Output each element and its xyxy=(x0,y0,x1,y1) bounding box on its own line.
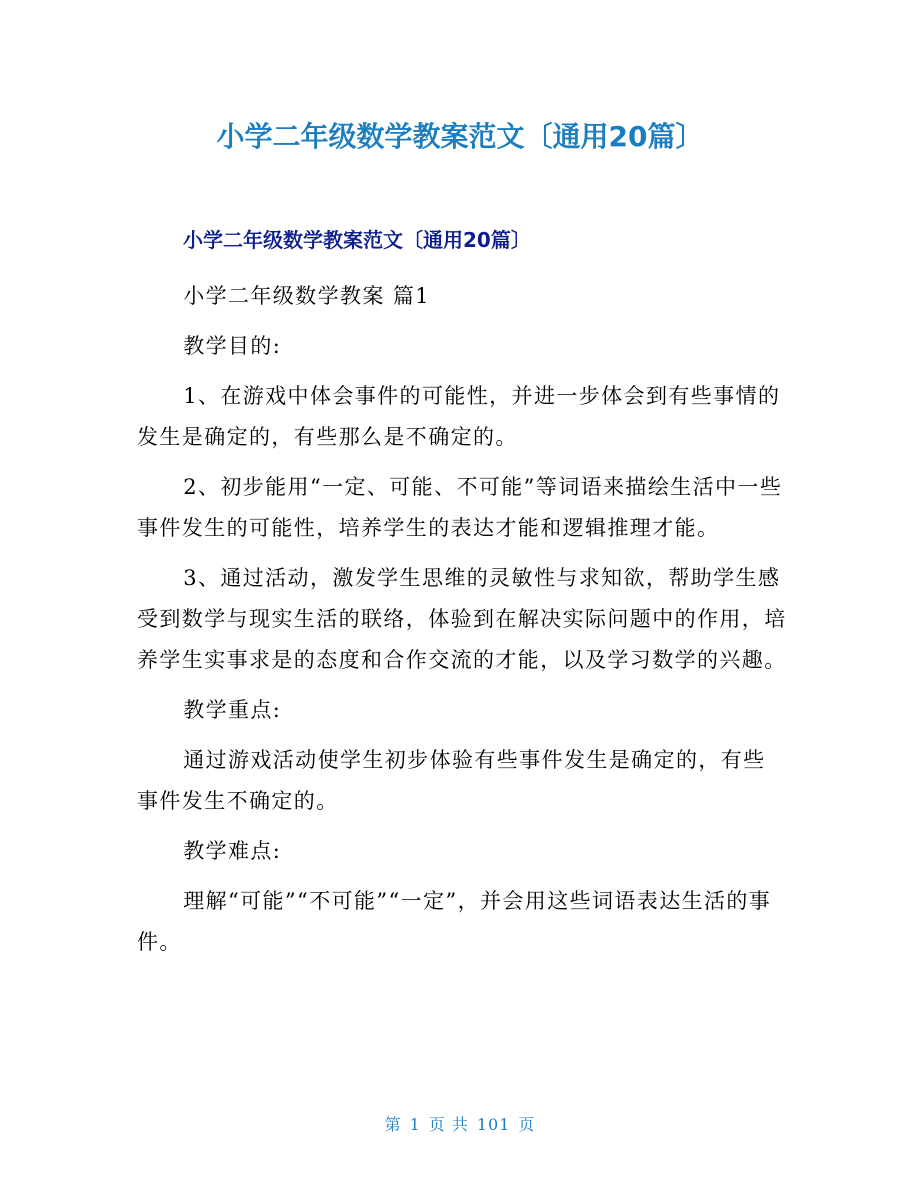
key-points-text: 通过游戏活动使学生初步体验有些事件发生是确定的，有些事件发生不确定的。 xyxy=(137,748,766,813)
footer-suffix: 页 xyxy=(518,1115,536,1134)
document-body xyxy=(137,276,787,972)
heading-key-points: 教学重点: xyxy=(183,698,282,722)
footer-total-pages: 101 xyxy=(476,1115,511,1134)
footer-page-number: 1 xyxy=(409,1115,421,1134)
page-footer xyxy=(0,1112,920,1138)
section-heading-lesson-1: 小学二年级数学教案 篇1 xyxy=(183,284,431,308)
difficulties-text: 理解“可能”“不可能”“一定”，并会用这些词语表达生活的事件。 xyxy=(137,889,772,954)
goal-item-3: 3、通过活动，激发学生思维的灵敏性与求知欲，帮助学生感受到数学与现实生活的联络，体验到在解决实际问题中的作用，培养学生实事求是的态度和合作交流的才能，以及学习数学的兴趣。 xyxy=(137,566,787,672)
footer-prefix: 第 xyxy=(384,1115,402,1134)
footer-middle: 页 共 xyxy=(428,1115,469,1134)
heading-teaching-goals: 教学目的: xyxy=(183,334,282,358)
goal-item-1: 1、在游戏中体会事件的可能性，并进一步体会到有些事情的发生是确定的，有些那么是不确定的。 xyxy=(137,384,781,449)
document-subtitle: 小学二年级数学教案范文〔通用20篇〕 xyxy=(183,228,531,252)
goal-item-2: 2、初步能用“一定、可能、不可能”等词语来描绘生活中一些事件发生的可能性，培养学生的表达才能和逻辑推理才能。 xyxy=(137,475,783,540)
document-title: 小学二年级数学教案范文〔通用20篇〕 xyxy=(216,120,704,153)
heading-difficulties: 教学难点: xyxy=(183,839,282,863)
